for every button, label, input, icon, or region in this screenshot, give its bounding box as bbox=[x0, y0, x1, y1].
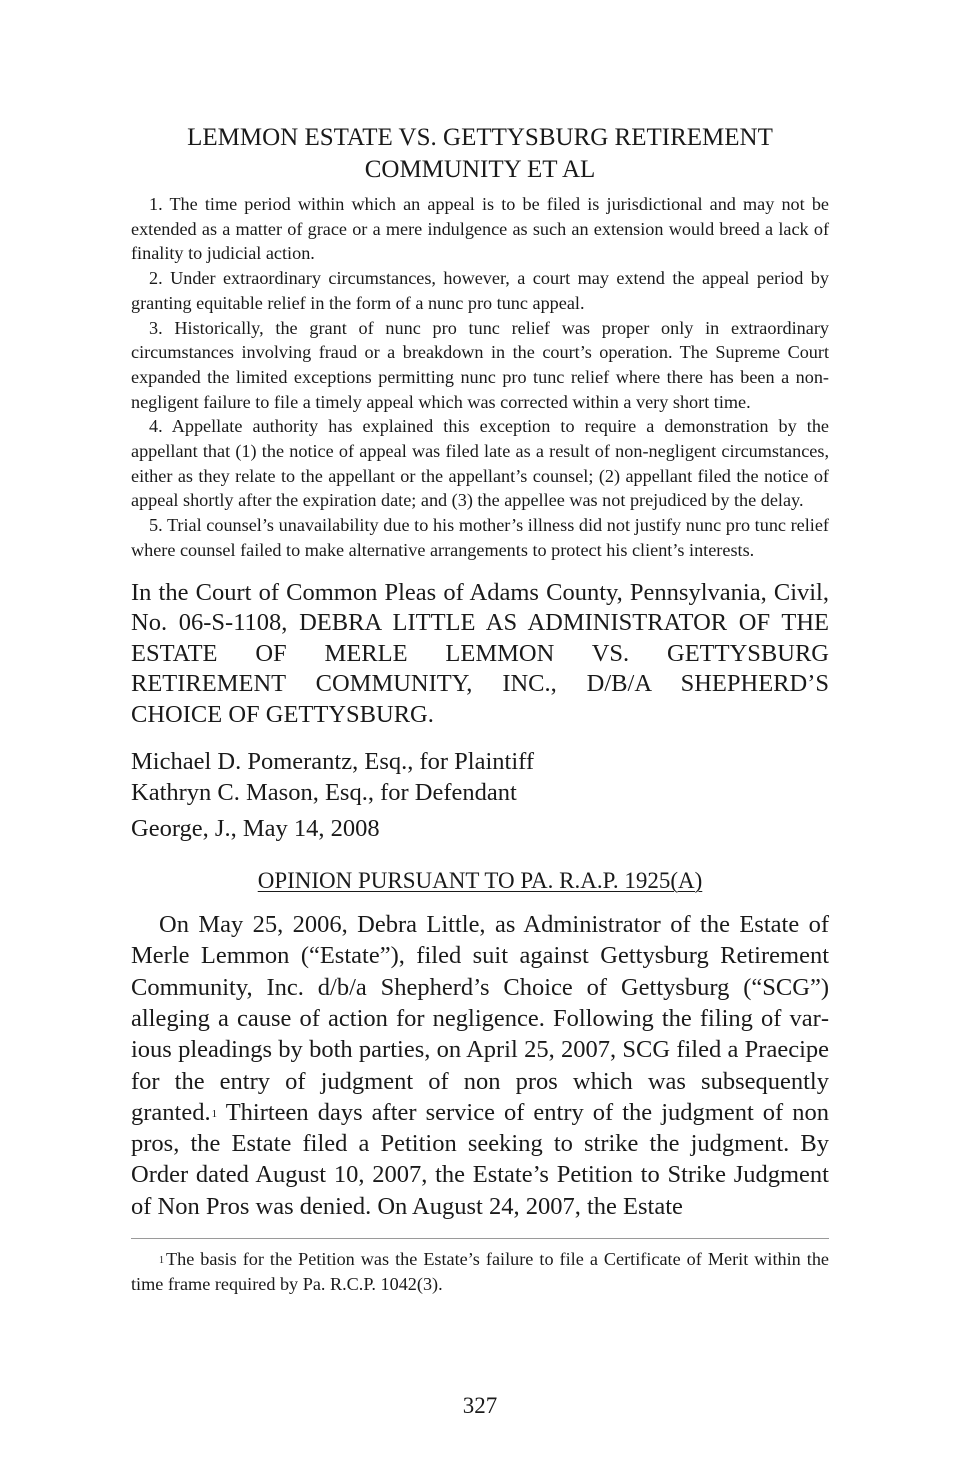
document-page bbox=[131, 122, 829, 1296]
case-title-line-1: LEMMON ESTATE VS. GETTYSBURG RETIREMENT bbox=[187, 124, 773, 151]
headnote-4: 4. Appellate authority has explained this exception to require a demonstration by the appellant that (1) the notice of appeal was filed late as a result of non-negligent circumstances, either as they relate to the appellant or the appellant’s counsel; (2) appellant filed the notice of appeal shortly after the expiration date; and (3) the appellee was not prejudiced by the delay. bbox=[131, 416, 829, 511]
plaintiff-counsel: Michael D. Pomerantz, Esq., for Plaintiff bbox=[131, 748, 535, 776]
case-title bbox=[131, 122, 829, 186]
counsel-block bbox=[131, 746, 829, 808]
footnote-marker: 1 bbox=[159, 1255, 164, 1267]
headnote-2: 2. Under extraordinary circumstances, however, a court may extend the appeal period by granting equitable relief in the form of a nunc pro tunc appeal. bbox=[131, 268, 829, 313]
footnote-reference: 1 bbox=[211, 1107, 218, 1120]
footnote-text: The basis for the Petition was the Estate’s failure to file a Certificate of Merit within the time frame required by Pa. R.C.P. 1042(3). bbox=[131, 1249, 829, 1294]
headnote-1: 1. The time period within which an appeal is to be filed is jurisdictional and may not be extended as a matter of grace or a mere indulgence as such an extension would breed a lack of finality to judicial action. bbox=[131, 194, 829, 264]
opinion-heading bbox=[131, 866, 829, 896]
court-info: In the Court of Common Pleas of Adams County, Pennsylvania, Civil, No. 06-S-1108, DEBRA LITTLE AS ADMINISTRATOR OF THE ESTATE OF MERLE LEMMON VS. GETTYSBURG RETIREMENT COMMUNITY, INC., D/B/A SHEPHERD’S CHOICE OF GETTYSBURG. bbox=[131, 578, 829, 728]
opinion-heading-text: OPINION PURSUANT TO PA. R.A.P. 1925(A) bbox=[257, 868, 703, 894]
footnote bbox=[131, 1247, 829, 1296]
judge-date: George, J., May 14, 2008 bbox=[131, 815, 380, 843]
defendant-counsel: Kathryn C. Mason, Esq., for Defendant bbox=[131, 779, 517, 807]
page-number: 327 bbox=[462, 1393, 498, 1418]
case-title-line-2: COMMUNITY ET AL bbox=[364, 156, 596, 183]
opinion-body bbox=[131, 909, 829, 1222]
footnote-divider bbox=[131, 1238, 829, 1239]
headnote-3: 3. Historically, the grant of nunc pro tunc relief was proper only in extraordinary circumstances involving fraud or a breakdown in the court’s operation. The Supreme Court expanded the limited exceptions permitting nunc pro tunc relief where there has been a non-negligent failure to file a timely appeal which was corrected within a very short time. bbox=[131, 317, 829, 412]
headnote-5: 5. Trial counsel’s unavailability due to his mother’s illness did not justify nunc pro tunc relief where counsel failed to make alternative arrangements to protect his client’s interests. bbox=[131, 515, 829, 560]
headnotes bbox=[131, 192, 829, 563]
opinion-body-part-2: Thirteen days after service of entry of the judgment of non pros, the Estate filed a Petition seeking to strike the judgment. By Order dated August 10, 2007, the Estate’s Petition to Strike Judgment of Non Pros was denied. On August 24, 2007, the Estate bbox=[131, 1098, 829, 1220]
opinion-body-part-1: On May 25, 2006, Debra Little, as Administrator of the Estate of Merle Lemmon (“Estate”), filed suit against Gettysburg Retirement Community, Inc. d/b/a Shepherd’s Choice of Gettysburg (“SCG”) alleging a cause of action for negligence. Following the filing of various pleadings by both parties, on April 25, 2007, SCG filed a Praecipe for the entry of judgment of non pros which was subsequently granted. bbox=[131, 911, 829, 1126]
